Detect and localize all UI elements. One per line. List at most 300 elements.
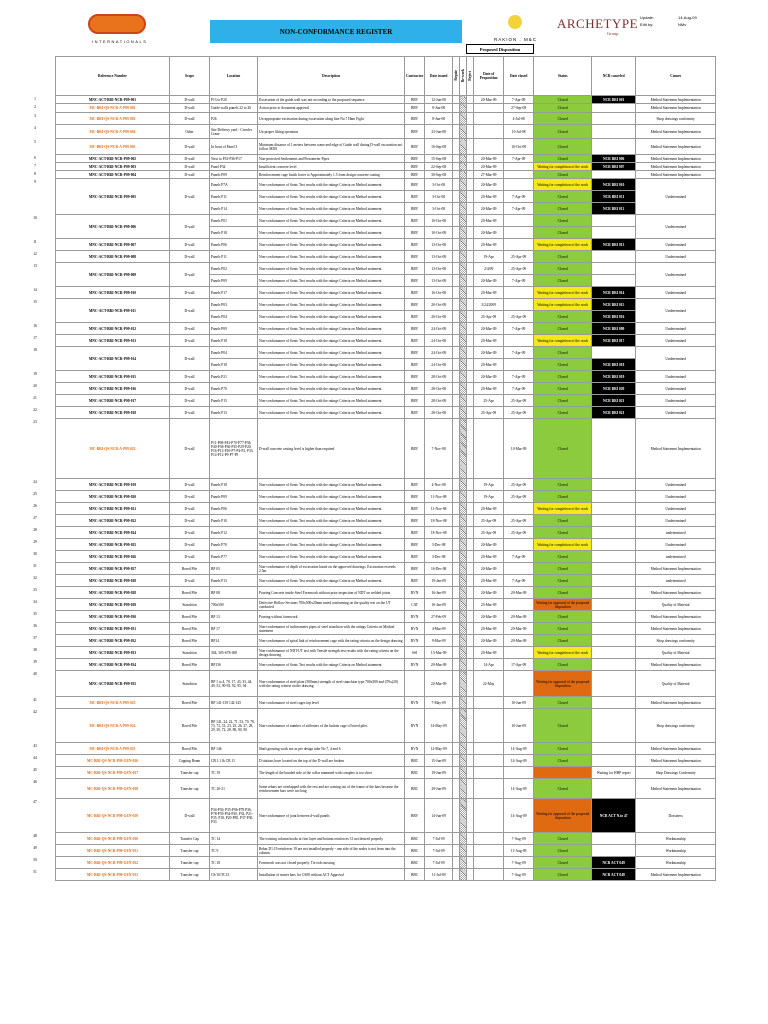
rework-cell [460,104,467,113]
causes-cell: undetermined [636,551,716,563]
rework-cell [460,491,467,503]
description-cell: Non-conformance of Sonic Test results with the ratings Criteria on Method statement [258,323,405,335]
date-closed-cell: 25-Apr-09 [504,395,534,407]
date-closed-cell [504,767,534,779]
rework-cell [460,407,467,419]
date-proposition-cell: 20-Mar-09 [474,215,504,227]
table-row [56,155,716,163]
reject-cell [467,383,474,395]
repair-cell [453,347,460,359]
rework-cell [460,527,467,539]
causes-cell: Quality of Material [636,671,716,697]
status-cell: Closed [534,251,592,263]
row-number: 28 [33,527,37,532]
date-proposition-cell: 20-Mar-09 [474,179,504,191]
repair-cell [453,96,460,104]
repair-cell [453,743,460,755]
rework-cell [460,419,467,479]
description-cell: Non-conformance of Sonic Test results with the ratings Criteria on Method statement [258,395,405,407]
date-closed-cell [504,599,534,611]
reference-number: MNC-ACT-BRI-NCR-P09-010 [56,287,170,299]
col-repair: Repair [453,57,460,96]
causes-cell: Method Statement Implementation [636,171,716,179]
scope-cell: D-wall [170,179,210,215]
ncr-canceled-cell [592,251,636,263]
date-proposition-cell [474,125,504,139]
date-proposition-cell: 20-Mar-09 [474,155,504,163]
ncr-canceled-cell: NCR ACT N.to 47 [592,799,636,833]
row-number: 7 [34,163,36,168]
status-cell: Closed [534,125,592,139]
rework-cell [460,709,467,743]
table-row [56,779,716,799]
reference-number: MC-BRI-QS-NCR-A-P09-005 [56,139,170,155]
date-issued-cell: 15-Sep-08 [425,155,453,163]
repair-cell [453,251,460,263]
description-cell: Non-conformance of Sonic Test results with the ratings Criteria on Method statement [258,311,405,323]
description-cell: Non-conformance of Sonic Test results with the ratings Criteria on Method statement [258,503,405,515]
scope-cell: D-wall [170,239,210,251]
contractor-cell: BRV [405,503,425,515]
col-scope: Scope [170,57,210,96]
reference-number: MNC-ACT-BRI-NCR-P09-015 [56,371,170,383]
rework-cell [460,833,467,845]
reference-number: MNC-ACT-BRI-NCR-P09-035 [56,671,170,697]
causes-cell: Undetermined [636,407,716,419]
ncr-canceled-cell [592,743,636,755]
table-row [56,491,716,503]
rework-cell [460,125,467,139]
contractor-cell: BRV [405,347,425,359]
date-closed-cell: 25-Apr-09 [504,251,534,263]
contractor-cell: BVN [405,743,425,755]
table-row [56,647,716,659]
status-cell: Waiting for completion of the work [534,335,592,347]
date-closed-cell: 14-Aug-09 [504,743,534,755]
date-proposition-cell: 25-Apr-09 [474,527,504,539]
row-number: 22 [33,407,37,412]
repair-cell [453,263,460,275]
contractor-cell: BBC [405,869,425,881]
table-row [56,833,716,845]
table-row [56,407,716,419]
status-cell: Closed [534,227,592,239]
reject-cell [467,96,474,104]
status-cell: Closed [534,191,592,203]
table-row [56,755,716,767]
date-closed-cell [504,503,534,515]
causes-cell: Undetermined [636,335,716,347]
date-issued-cell: 10-Oct-08 [425,215,453,227]
row-number: 14 [33,287,37,292]
description-cell: Non-protected Settlements and Piezometer Pipes [258,155,405,163]
col-date-proposition: Date of Proposition [474,57,504,96]
reject-cell [467,239,474,251]
date-closed-cell [504,171,534,179]
ncr-canceled-cell [592,575,636,587]
repair-cell [453,419,460,479]
location-cell: BP 146 [210,743,258,755]
ncr-canceled-cell: NCR BRI 021 [592,407,636,419]
table-row [56,287,716,299]
description-cell: Non-conformance of joint between d-wall panels [258,799,405,833]
ncr-canceled-cell: Waiting for HHP report [592,767,636,779]
reject-cell [467,551,474,563]
date-proposition-cell: 2/4/09 [474,263,504,275]
reject-cell [467,347,474,359]
causes-cell: Method Statement Implementation [636,659,716,671]
date-closed-cell: 7-Apr-09 [504,347,534,359]
date-closed-cell: 25-Apr-09 [504,311,534,323]
repair-cell [453,767,460,779]
date-proposition-cell: 19-Apr [474,251,504,263]
rework-cell [460,323,467,335]
ncr-canceled-cell [592,563,636,575]
row-number: 48 [33,833,37,838]
status-cell: Closed [534,275,592,287]
date-issued-cell: 28-Oct-08 [425,383,453,395]
date-proposition-cell: 20-Mar-09 [474,563,504,575]
repair-cell [453,359,460,371]
scope-cell: D-wall [170,139,210,155]
row-number: 32 [33,575,37,580]
repair-cell [453,575,460,587]
status-cell: Closed [534,263,592,275]
ncr-canceled-cell [592,263,636,275]
description-cell: Un-appropriate excavation during excavation along line No.7 Ham Fight [258,113,405,125]
status-cell: Closed [534,155,592,163]
date-closed-cell [504,239,534,251]
ncr-canceled-cell: NCR BRI 021 [592,395,636,407]
reject-cell [467,371,474,383]
rework-cell [460,359,467,371]
reject-cell [467,287,474,299]
reference-number: MNC-ACT-BRI-NCR-P09-032 [56,635,170,647]
description-cell: Rebar D1.19 reinforcer 19 are not installed properly - one side of the nodes is not from into the column [258,845,405,857]
status-cell: Closed [534,743,592,755]
date-proposition-cell [474,799,504,833]
date-issued-cell: 13-Oct-08 [425,239,453,251]
location-cell: P26 [210,113,258,125]
date-closed-cell: 10-Oct-08 [504,139,534,155]
row-number: 20 [33,383,37,388]
description-cell: Non-conformance of Sonic Test results with the ratings Criteria on Method statement [258,287,405,299]
table-row [56,383,716,395]
update-label: Update: [640,15,655,20]
location-cell: Panels P09 [210,171,258,179]
reject-cell [467,647,474,659]
date-issued-cell: 24-Oct-08 [425,359,453,371]
causes-cell: undetermined [636,575,716,587]
repair-cell [453,311,460,323]
repair-cell [453,611,460,623]
reject-cell [467,799,474,833]
scope-cell: D-wall [170,104,210,113]
scope-cell: D-wall [170,799,210,833]
scope-cell: D-wall [170,335,210,347]
contractor-cell: BVN [405,709,425,743]
description-cell: Non-conformance of Sonic Test results with the ratings Criteria on Method statement [258,347,405,359]
row-number: 43 [33,743,37,748]
date-closed-cell: 7-Apr-09 [504,383,534,395]
row-number: 23 [33,419,37,424]
date-proposition-cell: 20-Mar-09 [474,96,504,104]
status-cell: Closed [534,611,592,623]
contractor-cell: BRV [405,191,425,203]
rework-cell [460,697,467,709]
table-row [56,347,716,359]
status-cell: Closed [534,515,592,527]
date-issued-cell: 4-Nov-08 [425,479,453,491]
date-issued-cell: 20-Oct-08 [425,311,453,323]
location-cell: Panels P01 [210,215,258,227]
repair-cell [453,503,460,515]
contractor-cell: BRV [405,163,425,171]
status-cell: Closed [534,563,592,575]
location-cell: Panels P04 [210,347,258,359]
location-cell: Panels P21 [210,371,258,383]
contractor-cell: BVN [405,635,425,647]
contractor-cell: BVN [405,697,425,709]
ncr-canceled-cell: NCR BRI 015 [592,299,636,311]
date-proposition-cell: 20-Mar-09 [474,647,504,659]
scope-cell: D-wall [170,371,210,383]
reference-number: MC-BRI-QS-NCR-P09-GEN-026 [56,755,170,767]
description-cell: Action prior to document approval [258,104,405,113]
table-row [56,239,716,251]
description-cell: Non-conformance of Sonic Test results with the ratings Criteria on Method statement [258,215,405,227]
table-row [56,799,716,833]
date-issued-cell: 3-Dec-08 [425,539,453,551]
description-cell: Shaft grouting work not as per design tube No 7, 4 and 6 [258,743,405,755]
contractor-cell: BRV [405,563,425,575]
mid-logo-text: RAKION . M&C [494,37,538,42]
date-proposition-cell: 25-Apr-09 [474,311,504,323]
contractor-cell: BRV [405,239,425,251]
location-cell: Site Delivery yard - Crawler Crane [210,125,258,139]
date-issued-cell: 7-Jul-09 [425,845,453,857]
causes-cell: Undetermined [636,179,716,215]
reference-number: MNC-ACT-BRI-NCR-P09-017 [56,395,170,407]
contractor-cell: BRV [405,335,425,347]
reject-cell [467,659,474,671]
reject-cell [467,251,474,263]
ncr-canceled-cell [592,139,636,155]
description-cell: Non-conformance of Sonic Test results with the ratings Criteria on Method statement [258,407,405,419]
table-row [56,697,716,709]
table-row [56,767,716,779]
causes-cell: Method Statement Implementation [636,163,716,171]
status-cell: Closed [534,659,592,671]
location-cell: P13 to P20 [210,96,258,104]
reference-number: MNC-ACT-BRI-NCR-P09-009 [56,263,170,287]
date-issued-cell: 13-Mar-09 [425,647,453,659]
status-cell: Waiting for completion of the work [534,647,592,659]
ncr-canceled-cell [592,347,636,359]
reference-number: MNC-ACT-BRI-NCR-P09-003 [56,163,170,171]
description-cell: Non-conformance of inclinometer pipes of steel stanchion with the ratings Criteria on Method statement [258,623,405,635]
repair-cell [453,407,460,419]
scope-cell: Stanchion [170,647,210,659]
col-date-closed: Date closed [504,57,534,96]
table-row [56,599,716,611]
contractor-cell: BRV [405,383,425,395]
date-issued-cell: 11-Nov-08 [425,503,453,515]
contractor-cell: BRV [405,515,425,527]
date-closed-cell: 25-Apr-09 [504,407,534,419]
reject-cell [467,743,474,755]
causes-cell: Undetermined [636,479,716,491]
description-cell: Non-conformance of Sonic Test results with the ratings Criteria on Method statement [258,539,405,551]
date-proposition-cell [474,113,504,125]
contractor-cell: BRV [405,251,425,263]
scope-cell: Bored Pile [170,635,210,647]
location-cell: Panels P15 [210,395,258,407]
reject-cell [467,113,474,125]
ncr-canceled-cell: NCR BRI 001 [592,96,636,104]
page-title: NON-CONFORMANCE REGISTER [210,20,462,43]
location-cell: P11-P08-P43-P70-P77-P38, P40-P38-P36-P35-P29-P20, P16-P13-P10-P7-P4-P2, P33, P14-P12-P9-P7-P5 [210,419,258,479]
date-issued-cell: 16-Oct-08 [425,287,453,299]
repair-cell [453,125,460,139]
status-cell: Closed [534,383,592,395]
description-cell: Non-conformance of Sonic Test results with the ratings Criteria on Method statement [258,191,405,203]
update-info [640,14,716,28]
ncr-canceled-cell: NCR BRI 007 [592,163,636,171]
location-cell: TC 19 [210,767,258,779]
table-row [56,671,716,697]
rework-cell [460,647,467,659]
location-cell: BP136 [210,659,258,671]
causes-cell: Shop Drawings Conformity [636,767,716,779]
ncr-canceled-cell: NCR BRI 011 [592,191,636,203]
reject-cell [467,599,474,611]
rework-cell [460,171,467,179]
location-cell: Panels P70 [210,539,258,551]
status-cell: Waiting for approval of the proposed disposition [534,599,592,611]
row-number: 21 [33,395,37,400]
description-cell: Pouring Concrete inside Steel Formwork without prior inspection of NDT on welded joints [258,587,405,599]
row-number: 27 [33,515,37,520]
location-cell: In front of Panel 3 [210,139,258,155]
table-row [56,323,716,335]
repair-cell [453,623,460,635]
date-proposition-cell: 20-Mar-09 [474,551,504,563]
location-cell: CB 1.1 & CB 11 [210,755,258,767]
reference-number: MNC-ACT-BRI-NCR-P09-025 [56,539,170,551]
scope-cell: D-wall [170,539,210,551]
date-issued-cell: 11-Jul-09 [425,869,453,881]
date-closed-cell: 7-Apr-09 [504,551,534,563]
reject-cell [467,779,474,799]
date-closed-cell: 7-Apr-09 [504,275,534,287]
reject-cell [467,275,474,287]
status-cell [534,767,592,779]
causes-cell: Undetermined [636,371,716,383]
date-closed-cell: 25-Apr-09 [504,527,534,539]
scope-cell: D-wall [170,299,210,323]
table-row [56,635,716,647]
reference-number: MNC-ACT-BRI-NCR-P09-001 [56,96,170,104]
ncr-canceled-cell: NCR BRI 009 [592,323,636,335]
reference-number: MNC-ACT-BRI-NCR-P09-013 [56,335,170,347]
date-closed-cell: 10-Jul-08 [504,125,534,139]
causes-cell: Quality of Material [636,647,716,659]
contractor-cell: BRV [405,395,425,407]
rework-cell [460,227,467,239]
date-issued-cell: 20-Oct-08 [425,299,453,311]
rework-cell [460,96,467,104]
reference-number: MC-BRI-QS-NCR-P09-GEN-033 [56,869,170,881]
table-row [56,96,716,104]
date-closed-cell: 25-Apr-09 [504,263,534,275]
date-issued-cell: 3-Oct-08 [425,203,453,215]
ncr-canceled-cell [592,275,636,287]
rework-cell [460,869,467,881]
date-issued-cell: 24-Oct-08 [425,347,453,359]
date-issued-cell: 16-Jan-09 [425,599,453,611]
status-cell: Waiting for approval of the proposed disposition [534,799,592,833]
date-closed-cell: 7-Apr-09 [504,155,534,163]
status-cell: Waiting for completion of the work [534,503,592,515]
reference-number: MC-BRI-QS-NCR-P09-GEN-029 [56,799,170,833]
repair-cell [453,479,460,491]
reference-number: MNC-ACT-BRI-NCR-P09-021 [56,503,170,515]
status-cell: Closed [534,419,592,479]
date-closed-cell: 4-Jul-08 [504,113,534,125]
table-row [56,575,716,587]
row-number: 51 [33,869,37,874]
contractor-cell: CAT [405,599,425,611]
rework-cell [460,155,467,163]
reference-number: MNC-ACT-BRI-NCR-P09-008 [56,251,170,263]
contractor-cell: BRV [405,359,425,371]
rework-cell [460,599,467,611]
description-cell: Non-conformance of Sonic Test results with the ratings Criteria on Method statement [258,227,405,239]
date-proposition-cell [474,419,504,479]
causes-cell: Undetermined [636,491,716,503]
contractor-cell: BRV [405,575,425,587]
rework-cell [460,767,467,779]
causes-cell: Method Statement Implementation [636,563,716,575]
contractor-cell: BRV [405,263,425,275]
reference-number: MNC-ACT-BRI-NCR-P09-031 [56,623,170,635]
scope-cell: D-wall [170,503,210,515]
date-closed-cell [504,215,534,227]
table-row [56,503,716,515]
causes-cell: Undetermined [636,239,716,251]
reference-number: MNC-ACT-BRI-NCR-P09-016 [56,383,170,395]
repair-cell [453,239,460,251]
table-row [56,171,716,179]
causes-cell: Undetermined [636,215,716,239]
date-issued-cell: 19-Jan-09 [425,575,453,587]
contractor-cell: BRV [405,125,425,139]
reference-number: MC-BRI-QS-NCR-A-P09-003 [56,113,170,125]
description-cell: Non-conformance of Sonic Test results with the ratings Criteria on Method statement [258,515,405,527]
scope-cell: D-wall [170,527,210,539]
reject-cell [467,155,474,163]
repair-cell [453,191,460,203]
date-closed-cell [504,227,534,239]
rework-cell [460,251,467,263]
date-proposition-cell: 19-Apr [474,491,504,503]
description-cell: Installation of starter bars for CS08 without ACT Approval [258,869,405,881]
col-causes: Causes [636,57,716,96]
status-cell: Closed [534,857,592,869]
date-issued-cell: 7-Jul-09 [425,833,453,845]
archetype-logo-sub: Group [607,31,619,36]
